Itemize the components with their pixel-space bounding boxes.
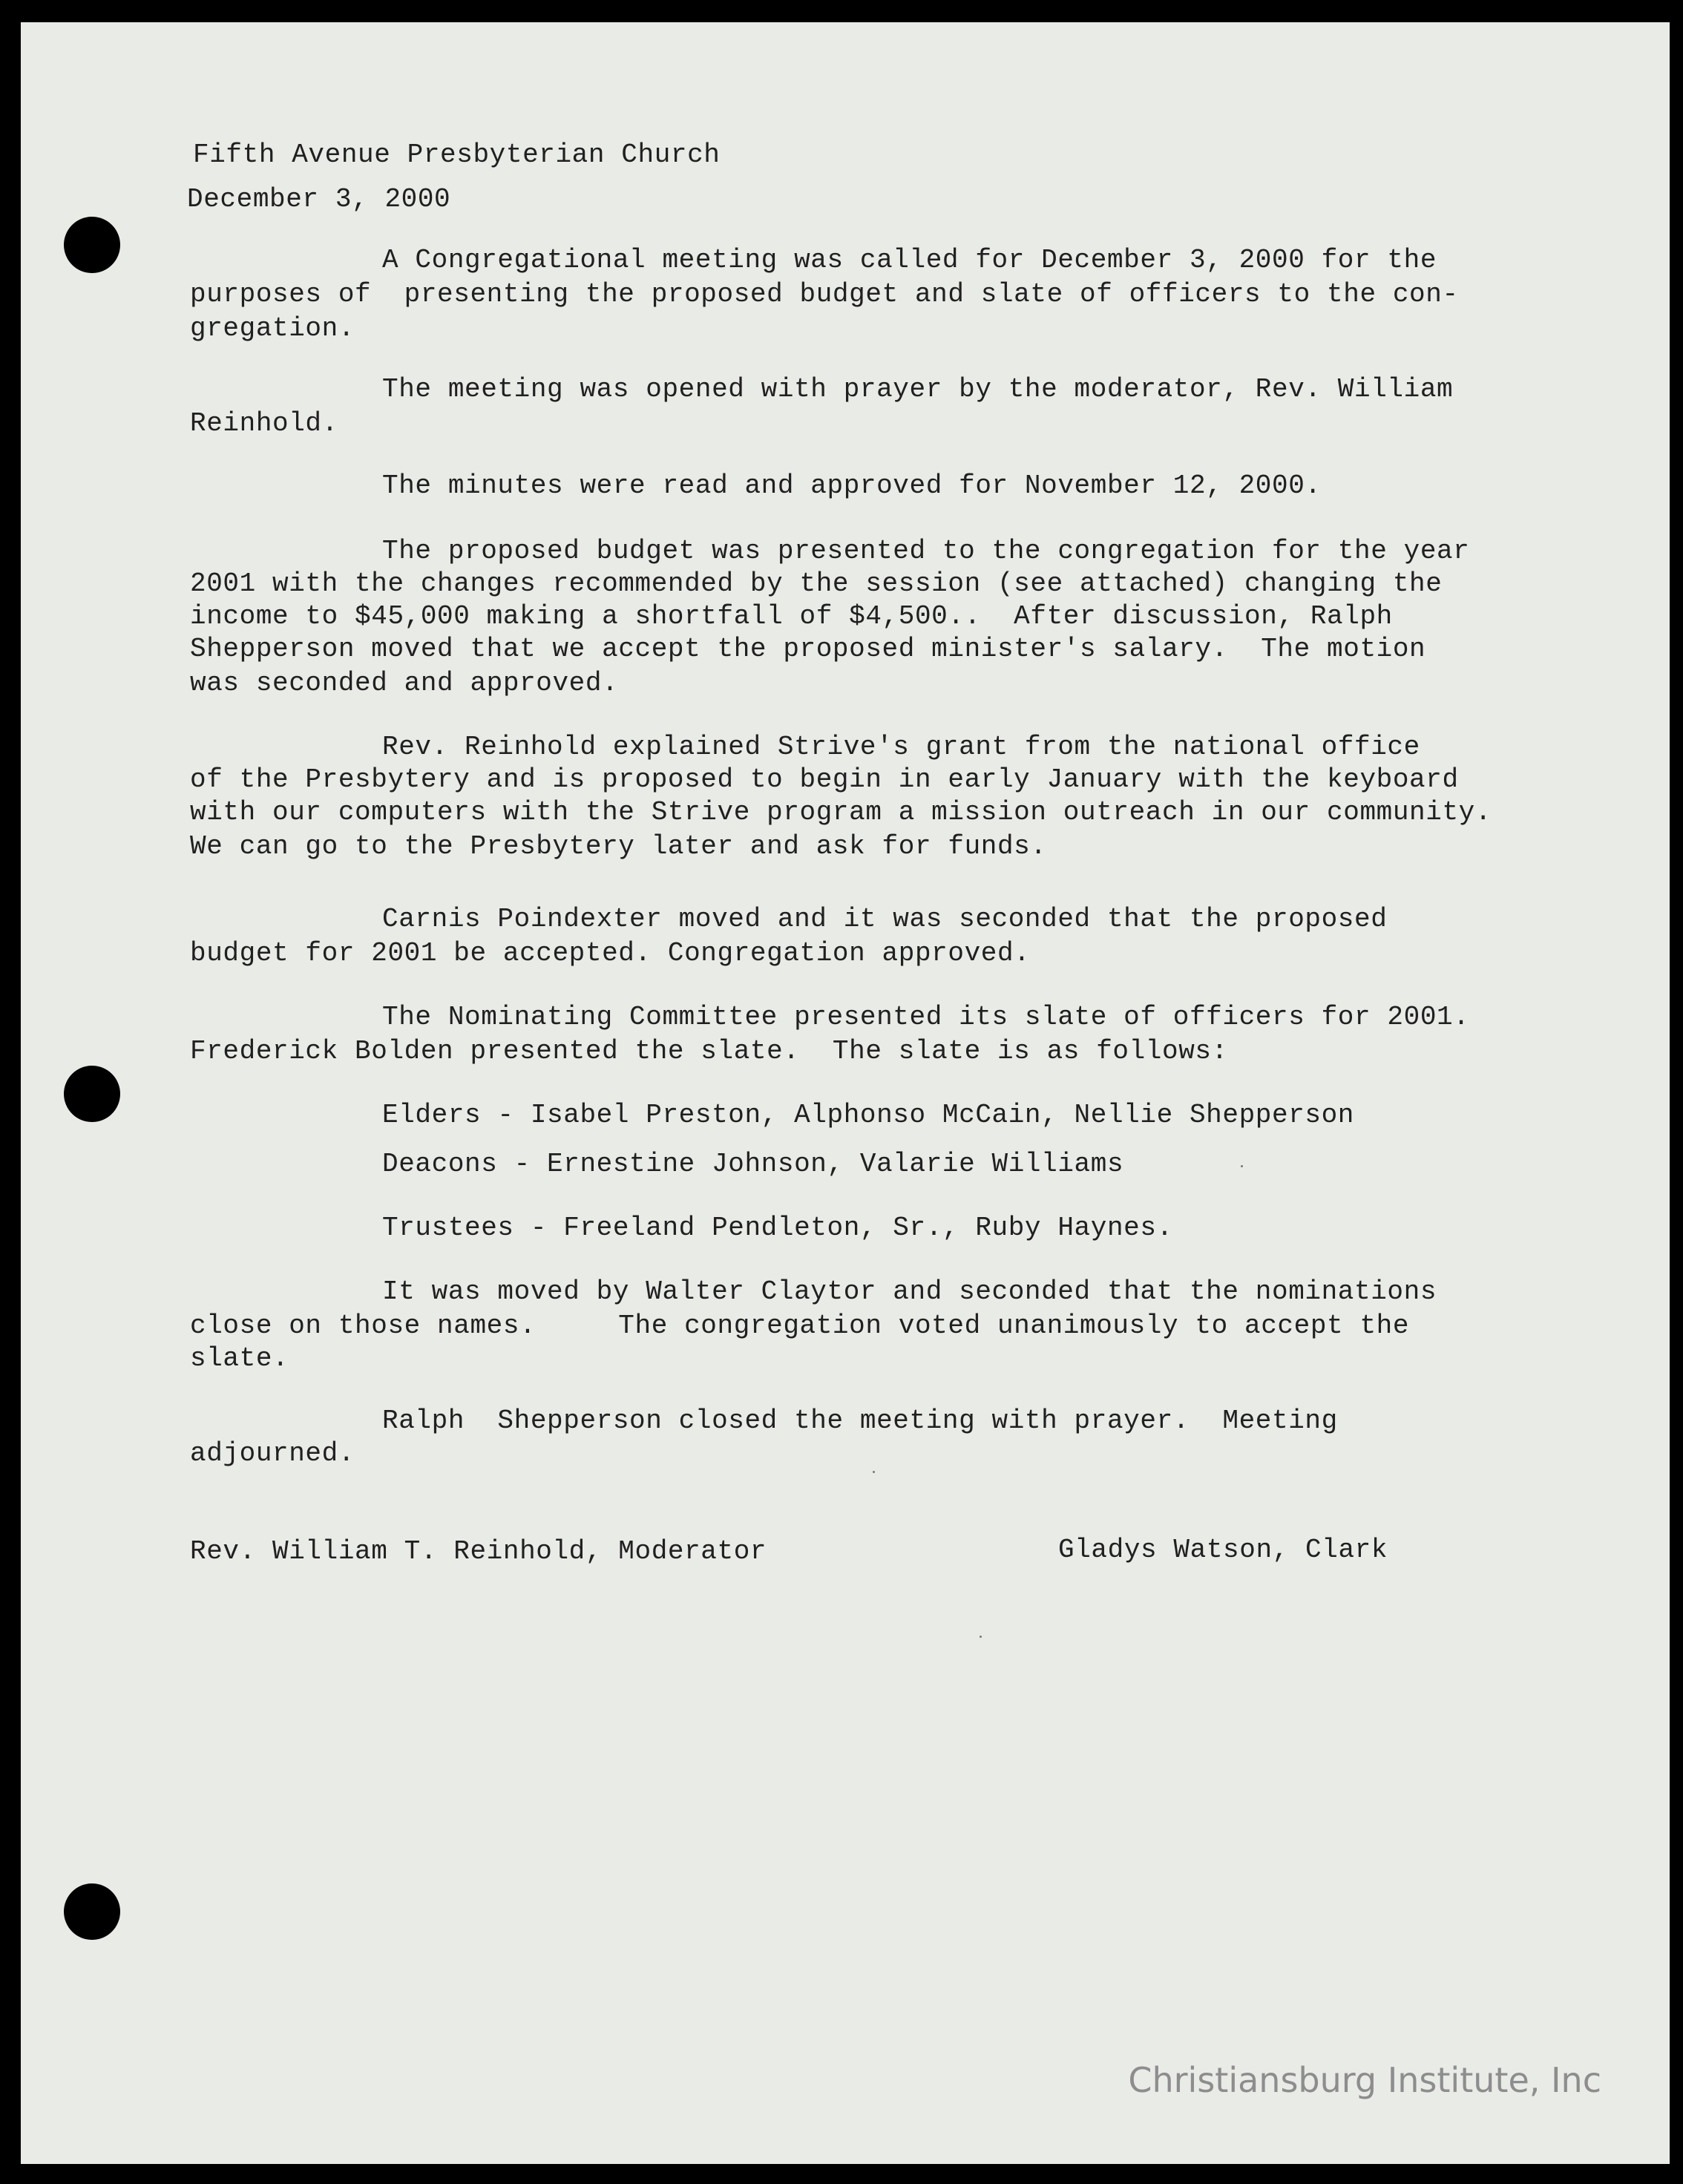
paragraph-1-line-3: gregation.	[190, 313, 355, 344]
paragraph-4-line-3: income to $45,000 making a shortfall of $4,500.. After discussion, Ralph	[190, 601, 1393, 632]
paragraph-3-line-1: The minutes were read and approved for November 12, 2000.	[382, 470, 1322, 501]
paragraph-7-line-2: Frederick Bolden presented the slate. The slate is as follows:	[190, 1036, 1228, 1066]
paragraph-2-line-1: The meeting was opened with prayer by the moderator, Rev. William	[382, 374, 1454, 404]
slate-deacons: Deacons - Ernestine Johnson, Valarie Williams	[382, 1149, 1124, 1179]
watermark-text: Christiansburg Institute, Inc	[1128, 2060, 1601, 2100]
paragraph-5-line-3: with our computers with the Strive program a mission outreach in our community.	[190, 797, 1492, 827]
paragraph-4-line-2: 2001 with the changes recommended by the session (see attached) changing the	[190, 568, 1443, 599]
paragraph-7-line-1: The Nominating Committee presented its slate of officers for 2001.	[382, 1002, 1470, 1032]
paragraph-1-line-2: purposes of presenting the proposed budget and slate of officers to the con-	[190, 279, 1459, 309]
paragraph-6-line-1: Carnis Poindexter moved and it was seconded that the proposed	[382, 904, 1388, 934]
paper-speck	[980, 1636, 982, 1638]
punch-hole	[64, 1883, 120, 1940]
slate-elders: Elders - Isabel Preston, Alphonso McCain, Nellie Shepperson	[382, 1100, 1355, 1130]
church-name: Fifth Avenue Presbyterian Church	[193, 140, 721, 170]
paragraph-2-line-2: Reinhold.	[190, 408, 338, 439]
paragraph-9-line-1: Ralph Shepperson closed the meeting with prayer. Meeting	[382, 1406, 1338, 1436]
paragraph-5-line-4: We can go to the Presbytery later and ask for funds.	[190, 831, 1047, 862]
clerk-signature-line: Gladys Watson, Clark	[1058, 1535, 1388, 1565]
moderator-signature-line: Rev. William T. Reinhold, Moderator	[190, 1536, 767, 1567]
paragraph-4-line-1: The proposed budget was presented to the congregation for the year	[382, 536, 1470, 566]
paper-speck	[873, 1471, 875, 1473]
paragraph-1-line-1: A Congregational meeting was called for December 3, 2000 for the	[382, 245, 1437, 275]
slate-trustees: Trustees - Freeland Pendleton, Sr., Ruby Haynes.	[382, 1213, 1173, 1243]
punch-hole	[64, 1066, 120, 1122]
meeting-date: December 3, 2000	[187, 184, 451, 214]
paragraph-4-line-5: was seconded and approved.	[190, 668, 619, 698]
paragraph-6-line-2: budget for 2001 be accepted. Congregation approved.	[190, 938, 1031, 968]
paragraph-8-line-1: It was moved by Walter Claytor and seconded that the nominations	[382, 1276, 1437, 1307]
paragraph-8-line-2: close on those names. The congregation voted unanimously to accept the	[190, 1311, 1410, 1341]
punch-hole	[64, 217, 120, 273]
document-page	[21, 22, 1670, 2164]
paper-speck	[1241, 1165, 1243, 1167]
paragraph-4-line-4: Shepperson moved that we accept the proposed minister's salary. The motion	[190, 634, 1426, 664]
paragraph-5-line-1: Rev. Reinhold explained Strive's grant from the national office	[382, 732, 1420, 762]
paragraph-8-line-3: slate.	[190, 1343, 289, 1374]
paragraph-5-line-2: of the Presbytery and is proposed to begin in early January with the keyboard	[190, 764, 1459, 795]
paragraph-9-line-2: adjourned.	[190, 1438, 355, 1469]
